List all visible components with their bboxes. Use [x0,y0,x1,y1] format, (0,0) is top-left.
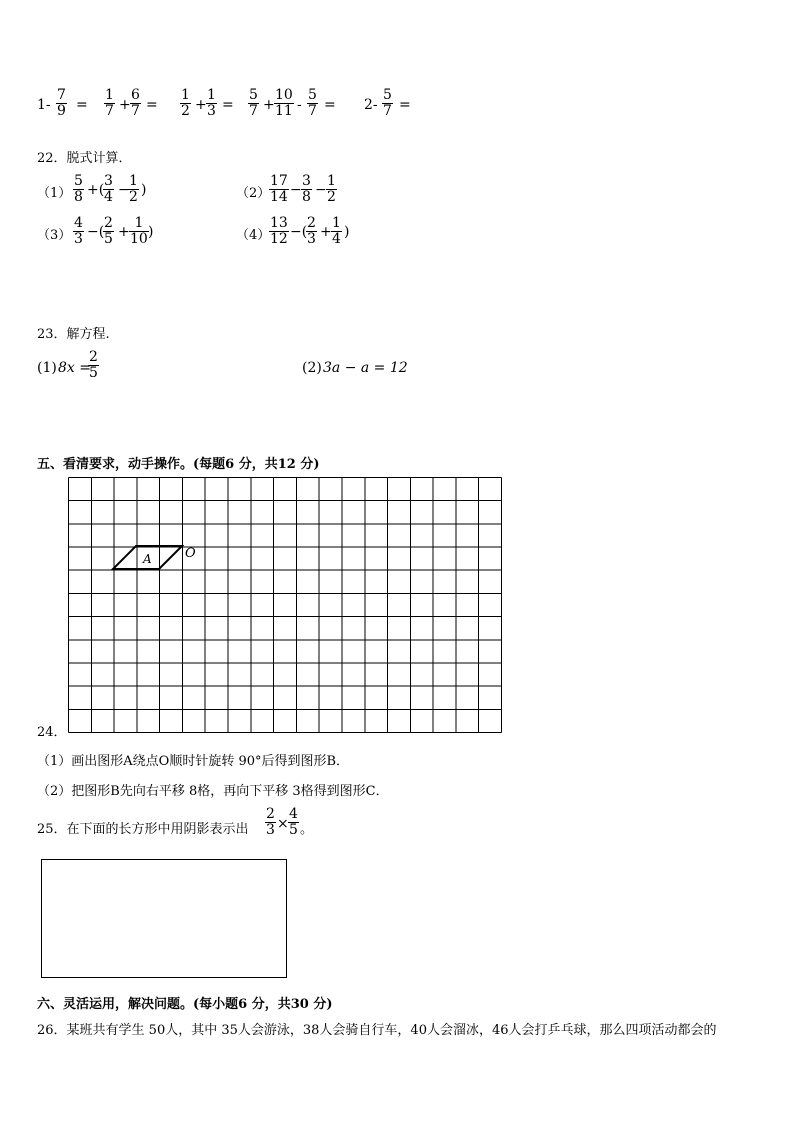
fraction: $\frac{1}{3}$ [207,87,216,119]
fraction: $\frac{5}{8}$ [74,173,83,205]
close-paren: ) [344,224,350,240]
section-5-title: 五、看清要求，动手操作。(每题6 分，共12 分) [37,457,320,472]
fraction: $\frac{10}{11}$ [275,87,293,119]
operator: + [263,97,275,113]
close-paren: ) [148,224,154,240]
fraction: $\frac{4}{5}$ [289,806,298,838]
q23-title: 23．解方程. [37,327,110,342]
operator: + [118,224,130,240]
fraction: $\frac{17}{14}$ [270,173,288,205]
fraction: $\frac{2}{5}$ [89,349,98,381]
section-6-title: 六、灵活运用，解决问题。(每小题6 分，共30 分) [37,997,333,1012]
fraction: $\frac{5}{7}$ [249,87,258,119]
operator: + [195,97,207,113]
fraction: $\frac{2}{3}$ [307,215,316,247]
fraction: $\frac{1}{2}$ [181,87,190,119]
equals: = [222,97,234,113]
q25-end: 。 [300,822,314,837]
fraction: $\frac{5}{7}$ [308,87,317,119]
prefix: 1- [37,97,51,113]
equals: = [76,97,88,113]
fraction: $\frac{2}{5}$ [104,215,113,247]
operator: − [290,182,302,198]
operator: − [118,182,130,198]
part-label: （1） [37,186,72,201]
equals: = [399,97,411,113]
equation-label: (1) [37,360,57,376]
equals: = [324,97,336,113]
part-label: （4） [236,228,271,243]
fraction: $\frac{2}{3}$ [266,806,275,838]
q24-number: 24． [37,725,67,740]
fraction: $\frac{7}{9}$ [57,87,66,119]
rectangle-box [41,859,287,978]
fraction: $\frac{1}{7}$ [105,87,114,119]
fraction: $\frac{4}{3}$ [74,215,83,247]
operator: +( [87,182,105,198]
operator: - [297,97,302,113]
part-label: （2） [236,186,271,201]
operator: −( [290,224,308,240]
fraction: $\frac{1}{2}$ [327,173,336,205]
fraction: $\frac{1}{4}$ [332,215,341,247]
fraction: $\frac{3}{4}$ [104,173,113,205]
fraction: $\frac{3}{8}$ [302,173,311,205]
close-paren: ) [141,182,147,198]
fraction: $\frac{6}{7}$ [131,87,140,119]
equation-lhs: 8x = [58,360,91,376]
prefix: 2- [364,97,378,113]
operator: + [119,97,131,113]
operator: × [277,816,289,832]
q24-step-1: （1）画出图形A绕点O顺时针旋转 90°后得到图形B． [37,754,350,769]
operator: + [320,224,332,240]
fraction: $\frac{1}{10}$ [130,215,148,247]
q26-text: 26．某班共有学生 50人，其中 35人会游泳，38人会骑自行车，40人会溜冰，46人会打乒乓球，那么四项活动都会的 [37,1023,717,1038]
q24-step-2: （2）把图形B先向右平移 8格，再向下平移 3格得到图形C． [37,784,389,799]
operator: −( [87,224,105,240]
grid [68,477,502,733]
fraction: $\frac{13}{12}$ [270,215,288,247]
q25-text: 25．在下面的长方形中用阴影表示出 [37,822,249,837]
shape-label: A [143,552,152,566]
fraction: $\frac{5}{7}$ [383,87,392,119]
part-label: （3） [37,228,72,243]
equation-expression: 3a − a = 12 [323,360,408,376]
q22-title: 22．脱式计算． [37,151,132,166]
fraction: $\frac{1}{2}$ [129,173,138,205]
equation-label: (2) [302,360,322,376]
point-o-label: O [185,546,196,561]
equals: = [146,97,158,113]
operator: − [315,182,327,198]
